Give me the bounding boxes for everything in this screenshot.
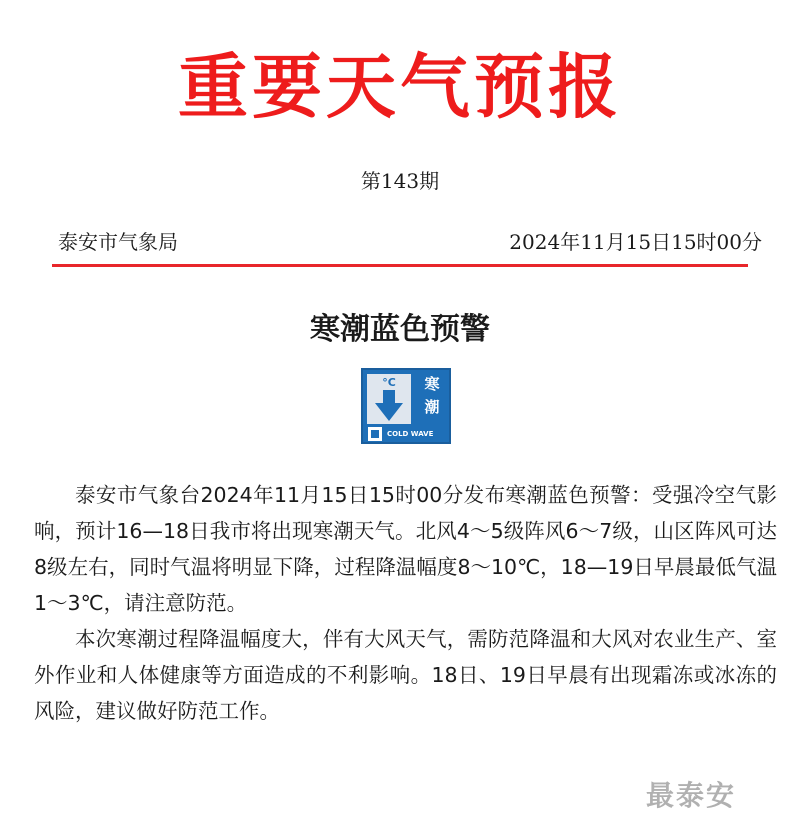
- cold-wave-warning-signal: [361, 368, 451, 444]
- cold-wave-label: COLD WAVE: [387, 430, 434, 438]
- signal-glyph-bottom: 潮: [424, 398, 440, 416]
- down-arrow-icon: [373, 390, 405, 422]
- masthead-title: 重要天气预报: [178, 45, 622, 128]
- celsius-label: °C: [382, 376, 396, 389]
- body-paragraph-1: 泰安市气象台2024年11月15日15时00分发布寒潮蓝色预警：受强冷空气影响，预计16—18日我市将出现寒潮天气。北风4～5级阵风6～7级，山区阵风可达8级左右，同时气温将明显下降，过程降温幅度8～10℃，18—19日早晨最低气温1～3℃，请注意防范。: [34, 483, 777, 615]
- temperature-tile: [367, 374, 411, 424]
- signal-glyph-top: 寒: [424, 375, 440, 393]
- issuer-name: 泰安市气象局: [58, 230, 178, 254]
- issuer-row: [58, 226, 762, 258]
- agency-logo-inner: [371, 430, 379, 438]
- header-divider: [52, 264, 748, 267]
- warning-headline: 寒潮蓝色预警: [310, 312, 490, 347]
- issue-datetime: 2024年11月15日15时00分: [509, 230, 762, 254]
- body-paragraph-2: 本次寒潮过程降温幅度大，伴有大风天气，需防范降温和大风对农业生产、室外作业和人体健康等方面造成的不利影响。18日、19日早晨有出现霜冻或冰冻的风险，建议做好防范工作。: [34, 627, 777, 723]
- warning-body: [34, 477, 777, 729]
- agency-logo-icon: [368, 427, 382, 441]
- source-watermark: 最泰安: [646, 779, 737, 812]
- issue-number: 第143期: [360, 169, 440, 193]
